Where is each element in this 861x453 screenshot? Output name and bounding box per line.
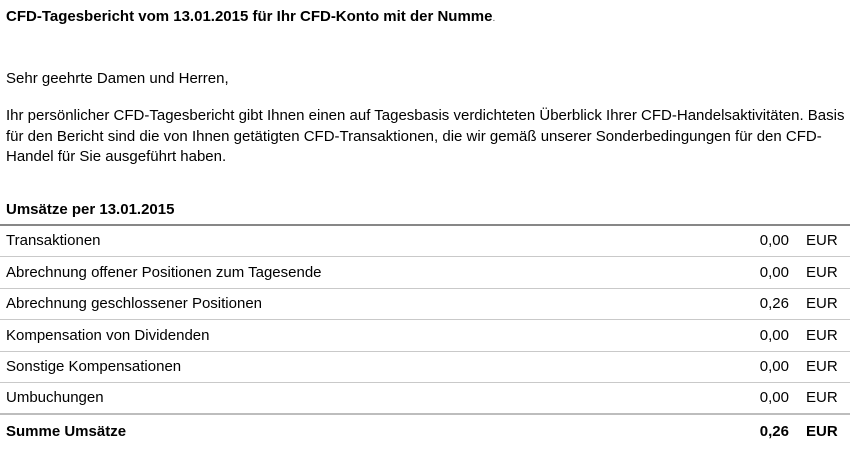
total-currency: EUR <box>806 422 838 440</box>
table-row <box>0 289 850 321</box>
table-row <box>0 352 850 384</box>
row-amount: 0,26 <box>759 295 789 313</box>
row-amount: 0,00 <box>759 326 789 344</box>
row-amount: 0,00 <box>759 263 789 281</box>
row-label: Umbuchungen <box>6 389 104 407</box>
total-amount: 0,26 <box>759 422 789 440</box>
row-label: Sonstige Kompensationen <box>6 358 182 376</box>
row-currency: EUR <box>806 232 838 250</box>
table-row <box>0 257 850 289</box>
row-label: Abrechnung offener Positionen zum Tagesende <box>6 263 322 281</box>
row-label: Abrechnung geschlossener Positionen <box>6 295 263 313</box>
row-currency: EUR <box>806 358 838 376</box>
report-title <box>0 0 861 28</box>
turnover-table <box>0 224 850 448</box>
table-row <box>0 320 850 352</box>
row-amount: 0,00 <box>759 232 789 250</box>
table-row <box>0 383 850 415</box>
total-label: Summe Umsätze <box>6 422 127 440</box>
row-currency: EUR <box>806 389 838 407</box>
turnover-heading: Umsätze per 13.01.2015 <box>6 200 175 218</box>
row-label: Kompensation von Dividenden <box>6 326 210 344</box>
table-total-row <box>0 415 850 448</box>
table-row <box>0 226 850 258</box>
row-amount: 0,00 <box>759 358 789 376</box>
row-currency: EUR <box>806 263 838 281</box>
row-amount: 0,00 <box>759 389 789 407</box>
row-label: Transaktionen <box>6 232 101 250</box>
report-title-trailing-dot: . <box>492 13 496 24</box>
row-currency: EUR <box>806 295 838 313</box>
row-currency: EUR <box>806 326 838 344</box>
intro-paragraph: Ihr persönlicher CFD-Tagesbericht gibt Ihnen einen auf Tagesbasis verdichteten Überblick Ihrer CFD-Handelsaktivitäten. Basis für den Bericht sind die von Ihnen getätigten CFD-Transaktionen, die wir gemäß unserer Sonderbedingungen für den CFD-Handel für Sie ausgeführt haben. <box>6 107 845 165</box>
greeting-text: Sehr geehrte Damen und Herren, <box>6 70 229 87</box>
report-title-text: CFD-Tagesbericht vom 13.01.2015 für Ihr CFD-Konto mit der Numme <box>6 8 493 25</box>
